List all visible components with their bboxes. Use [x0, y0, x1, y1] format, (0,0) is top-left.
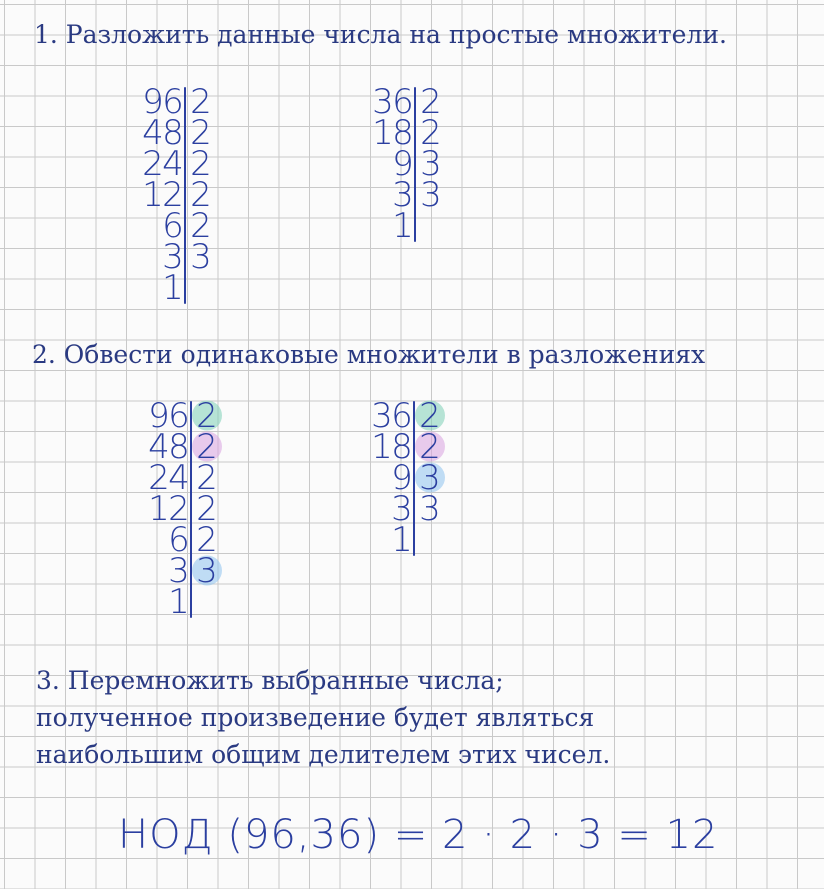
dividend-digit: 2 [142, 144, 164, 184]
step-2-heading: 2. Обвести одинаковые множители в разложениях [32, 340, 706, 369]
dividend-digit: 3 [372, 82, 394, 122]
dividend-digit: 3 [392, 175, 414, 215]
prime-factor: 2 [419, 396, 441, 436]
dividend-digit: 4 [142, 113, 164, 153]
dividend-digit: 8 [168, 427, 190, 467]
prime-factor: 2 [190, 144, 212, 184]
dividend-digit: 6 [392, 82, 414, 122]
prime-factor: 2 [190, 82, 212, 122]
prime-factor: 3 [419, 458, 441, 498]
step-3-line-2: полученное произведение будет являться [36, 703, 595, 732]
dividend-digit: 3 [391, 489, 413, 529]
factorization-table-96 [148, 396, 222, 622]
prime-factor: 2 [196, 520, 218, 560]
prime-factor: 2 [419, 427, 441, 467]
dividend-digit: 4 [162, 144, 184, 184]
dividend-digit: 6 [162, 82, 184, 122]
dividend-digit: 4 [148, 427, 170, 467]
dividend-digit: 8 [162, 113, 184, 153]
dividend-digit: 9 [391, 458, 413, 498]
step-3-line-3: наибольшим общим делителем этих чисел. [36, 740, 611, 769]
dividend-digit: 3 [168, 551, 190, 591]
dividend-digit: 6 [391, 396, 413, 436]
dividend-digit: 1 [168, 582, 190, 622]
dividend-digit: 8 [391, 427, 413, 467]
dividend-digit: 3 [162, 237, 184, 277]
factorization-table-36 [372, 82, 442, 246]
prime-factor: 3 [419, 489, 441, 529]
prime-factor: 2 [190, 206, 212, 246]
factorization-table-36 [371, 396, 445, 560]
dividend-digit: 1 [391, 520, 413, 560]
dividend-digit: 1 [371, 427, 393, 467]
prime-factor: 2 [420, 82, 442, 122]
dividend-digit: 1 [148, 489, 170, 529]
prime-factor: 2 [190, 175, 212, 215]
dividend-digit: 9 [148, 396, 170, 436]
dividend-digit: 9 [142, 82, 164, 122]
dividend-digit: 6 [168, 396, 190, 436]
prime-factor: 3 [190, 237, 212, 277]
prime-factor: 3 [196, 551, 218, 591]
prime-factor: 2 [196, 396, 218, 436]
factorization-table-96 [142, 82, 212, 308]
dividend-digit: 2 [148, 458, 170, 498]
step-1-heading: 1. Разложить данные числа на простые множители. [34, 20, 727, 49]
factorization-tables-step-1 [142, 82, 442, 308]
dividend-digit: 1 [392, 206, 414, 246]
dividend-digit: 1 [372, 113, 394, 153]
dividend-digit: 2 [162, 175, 184, 215]
dividend-digit: 9 [392, 144, 414, 184]
dividend-digit: 2 [168, 489, 190, 529]
dividend-digit: 1 [142, 175, 164, 215]
gcd-formula: НОД (96,36) = 2 · 2 · 3 = 12 [118, 812, 719, 858]
prime-factor: 2 [196, 458, 218, 498]
step-3-line-1: 3. Перемножить выбранные числа; [36, 666, 504, 695]
dividend-digit: 4 [168, 458, 190, 498]
dividend-digit: 6 [162, 206, 184, 246]
prime-factor: 2 [196, 489, 218, 529]
prime-factor: 3 [420, 175, 442, 215]
prime-factor: 2 [420, 113, 442, 153]
prime-factor: 3 [420, 144, 442, 184]
dividend-digit: 8 [392, 113, 414, 153]
dividend-digit: 6 [168, 520, 190, 560]
prime-factor: 2 [190, 113, 212, 153]
dividend-digit: 1 [162, 268, 184, 308]
prime-factor: 2 [196, 427, 218, 467]
factorization-tables-step-2 [148, 396, 445, 622]
dividend-digit: 3 [371, 396, 393, 436]
